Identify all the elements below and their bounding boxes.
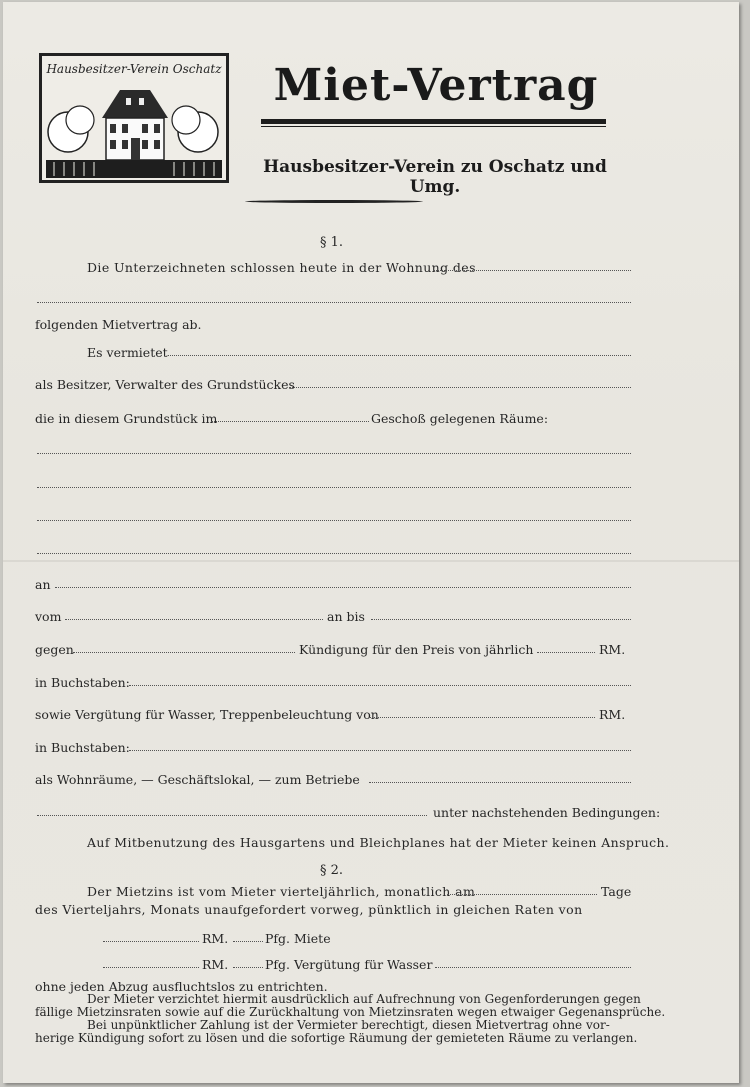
- label-kuendigung-preis: Kündigung für den Preis von jährlich: [299, 642, 534, 657]
- field-mieter[interactable]: [55, 587, 631, 588]
- label-grundstueck-im: die in diesem Grundstück im: [35, 411, 218, 426]
- section-1-heading: § 1.: [320, 235, 344, 250]
- field-bis-datum[interactable]: [371, 619, 631, 620]
- title-rule: [261, 119, 606, 124]
- label-tage: Tage: [601, 884, 632, 899]
- label-vom: vom: [35, 609, 62, 624]
- field-vom-datum[interactable]: [65, 619, 323, 620]
- label-buchstaben-1: in Buchstaben:: [35, 675, 130, 690]
- title-rule-thin: [261, 126, 606, 127]
- field-raeume-2[interactable]: [37, 487, 631, 488]
- label-miete-pfg: Pfg. Miete: [265, 931, 331, 946]
- label-vermietet: Es vermietet: [87, 345, 168, 360]
- field-miete-rm[interactable]: [103, 941, 199, 942]
- label-miete-rm: RM.: [202, 931, 229, 946]
- line-vierteljahr: des Vierteljahrs, Monats unaufgefordert vorweg, pünktlich in gleichen Raten von: [35, 902, 583, 917]
- label-bedingungen: unter nachstehenden Bedingungen:: [433, 805, 661, 820]
- label-buchstaben-2: in Buchstaben:: [35, 740, 130, 755]
- field-raeume-1[interactable]: [37, 453, 631, 454]
- line-mietvertrag: folgenden Mietvertrag ab.: [35, 317, 202, 332]
- line-garten: Auf Mitbenutzung des Hausgartens und Bleichplanes hat der Mieter keinen Anspruch.: [87, 835, 670, 850]
- fold-line: [3, 560, 739, 562]
- line-verzicht-2: fällige Mietzinsraten sowie auf die Zurückhaltung von Mietzinsraten wegen etwaiger Gegenansprüche.: [35, 1005, 666, 1019]
- line-verzicht-1: Der Mieter verzichtet hiermit ausdrücklich auf Aufrechnung von Gegenforderungen gegen: [87, 992, 641, 1006]
- label-an-bis: an bis: [327, 609, 365, 624]
- line-mietzins: Der Mietzins ist vom Mieter vierteljährlich, monatlich am: [87, 884, 476, 899]
- line-abzug: ohne jeden Abzug ausfluchtslos zu entrichten.: [35, 979, 328, 994]
- document-page: [3, 2, 739, 1083]
- document-subtitle: Hausbesitzer-Verein zu Oschatz und Umg.: [263, 157, 607, 197]
- field-raeume-4[interactable]: [37, 553, 631, 554]
- field-wohnung[interactable]: [433, 270, 631, 271]
- field-wasser-rm[interactable]: [103, 967, 199, 968]
- field-betrieb-cont[interactable]: [37, 815, 427, 816]
- label-rm-1: RM.: [599, 642, 626, 657]
- association-logo: [39, 53, 229, 183]
- field-buchstaben-2[interactable]: [129, 750, 631, 751]
- decorative-rule: [245, 200, 423, 203]
- logo-text: Hausbesitzer-Verein Oschatz: [46, 62, 222, 76]
- field-preis-jaehrlich[interactable]: [537, 652, 595, 653]
- line-unpuenktlich-2: herige Kündigung sofort zu lösen und die sofortige Räumung der gemieteten Räume zu verlangen.: [35, 1031, 638, 1045]
- field-verguetung[interactable]: [369, 717, 595, 718]
- document-title: Miet-Vertrag: [273, 60, 599, 111]
- label-an: an: [35, 577, 51, 592]
- label-besitzer: als Besitzer, Verwalter des Grundstückes: [35, 377, 295, 392]
- field-zahltag[interactable]: [447, 894, 597, 895]
- label-rm-2: RM.: [599, 707, 626, 722]
- field-wasser-pfg[interactable]: [233, 967, 263, 968]
- label-wasser-rm: RM.: [202, 957, 229, 972]
- field-raeume-3[interactable]: [37, 520, 631, 521]
- field-geschoss[interactable]: [211, 421, 369, 422]
- label-wasser-pfg: Pfg. Vergütung für Wasser: [265, 957, 433, 972]
- field-betrieb[interactable]: [369, 782, 631, 783]
- house-illustration: [46, 82, 222, 178]
- field-wasser-extra[interactable]: [435, 967, 631, 968]
- line-unterzeichneten: Die Unterzeichneten schlossen heute in der Wohnung des: [87, 260, 476, 275]
- field-buchstaben-1[interactable]: [129, 685, 631, 686]
- field-grundstueck[interactable]: [290, 387, 631, 388]
- line-unpuenktlich-1: Bei unpünktlicher Zahlung ist der Vermieter berechtigt, diesen Mietvertrag ohne vor-: [87, 1018, 610, 1032]
- field-kuendigungsfrist[interactable]: [73, 652, 295, 653]
- section-2-heading: § 2.: [320, 863, 344, 878]
- label-wohnraeume: als Wohnräume, — Geschäftslokal, — zum Betriebe: [35, 772, 360, 787]
- field-wohnung-cont[interactable]: [37, 302, 631, 303]
- label-raeume: Geschoß gelegenen Räume:: [371, 411, 549, 426]
- label-verguetung: sowie Vergütung für Wasser, Treppenbeleuchtung von: [35, 707, 379, 722]
- label-gegen: gegen: [35, 642, 74, 657]
- field-vermieter[interactable]: [168, 355, 631, 356]
- field-miete-pfg[interactable]: [233, 941, 263, 942]
